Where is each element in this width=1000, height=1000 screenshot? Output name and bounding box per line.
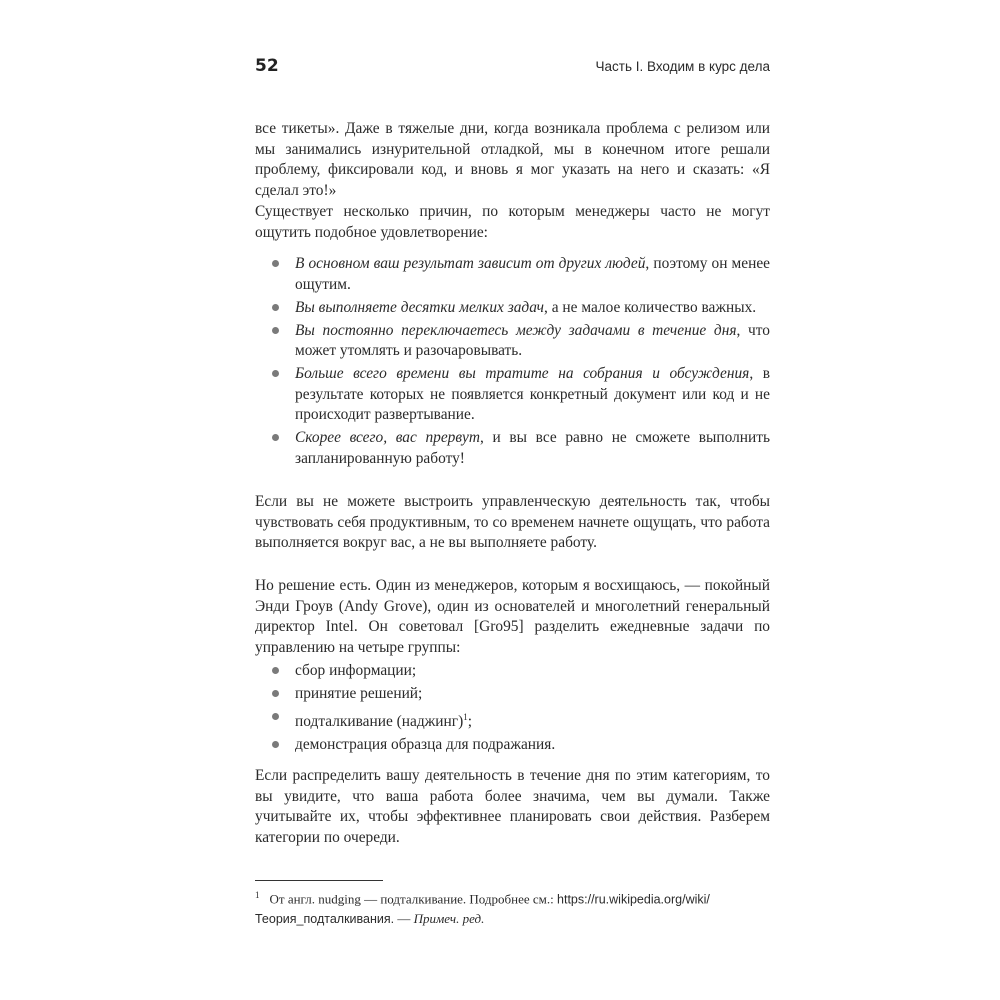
footnote-ref[interactable]: 1 bbox=[463, 712, 468, 722]
footnote-divider bbox=[255, 880, 383, 881]
list-item: сбор информации; bbox=[295, 661, 770, 682]
paragraph: Но решение есть. Один из менеджеров, которым я восхищаюсь, — покойный Энди Гроув (Andy Grove), один из основателей и многолетний генеральный директор Intel. Он советовал [Gro95] разделить ежедневные задачи по управлению на четыре группы: bbox=[255, 577, 770, 656]
bullet-icon bbox=[272, 667, 279, 674]
bullet-icon bbox=[272, 327, 279, 334]
list-item: подталкивание (наджинг)$^1$; bbox=[295, 707, 770, 733]
paragraph: Если вы не можете выстроить управленческую деятельность так, чтобы чувствовать себя продуктивным, то со временем начнете ощущать, что работа выполняется вокруг вас, а не вы выполняете работу. bbox=[255, 493, 770, 551]
list-item: В основном ваш результат зависит от других людей, поэтому он менее ощутим. bbox=[295, 254, 770, 295]
bullet-icon bbox=[272, 690, 279, 697]
groups-list bbox=[295, 661, 770, 758]
list-item: Вы постоянно переключаетесь между задачами в течение дня, что может утомлять и разочаровывать. bbox=[295, 321, 770, 362]
bullet-icon bbox=[272, 741, 279, 748]
list-item: Скорее всего, вас прервут, и вы все равно не сможете выполнить запланированную работу! bbox=[295, 428, 770, 469]
footnote-mark: 1 bbox=[255, 890, 260, 900]
book-page bbox=[255, 56, 770, 927]
list-item: Больше всего времени вы тратите на собрания и обсуждения, в результате которых не появляется конкретный документ или код и не происходит развертывание. bbox=[295, 364, 770, 426]
paragraph: все тикеты». Даже в тяжелые дни, когда возникала проблема с релизом или мы занимались изнурительной отладкой, мы в конечном итоге решали проблему, фиксировали код, и вновь я мог указать на него и сказать: «Я сделал это!» bbox=[255, 120, 770, 199]
page-header bbox=[255, 56, 770, 86]
list-item: демонстрация образца для подражания. bbox=[295, 735, 770, 756]
page-number: 52 bbox=[255, 56, 279, 76]
footnote: $^1$ От англ. nudging — подталкивание. Подробнее см.: https://ru.wikipedia.org/wiki/Теория_подталкивания. — Примеч. ред. bbox=[255, 890, 710, 927]
paragraph: Если распределить вашу деятельность в течение дня по этим категориям, то вы увидите, что ваша работа более значима, чем вы думали. Также учитывайте их, чтобы эффективнее планировать свои действия. Разберем категории по очереди. bbox=[255, 767, 770, 846]
bullet-icon bbox=[272, 434, 279, 441]
footnote-link[interactable]: https://ru.wikipedia.org/wiki/Теория_подталкивания. bbox=[255, 892, 710, 927]
bullet-icon bbox=[272, 713, 279, 720]
bullet-icon bbox=[272, 370, 279, 377]
list-item: принятие решений; bbox=[295, 684, 770, 705]
paragraph: Существует несколько причин, по которым менеджеры часто не могут ощутить подобное удовлетворение: bbox=[255, 203, 770, 241]
footnote-note: Примеч. ред. bbox=[413, 911, 485, 927]
list-item: Вы выполняете десятки мелких задач, а не малое количество важных. bbox=[295, 298, 770, 319]
bullet-icon bbox=[272, 260, 279, 267]
reasons-list bbox=[295, 254, 770, 472]
running-head: Часть I. Входим в курс дела bbox=[595, 59, 770, 74]
bullet-icon bbox=[272, 304, 279, 311]
footnote-text: От англ. nudging — подталкивание. Подробнее см.: bbox=[269, 891, 558, 907]
